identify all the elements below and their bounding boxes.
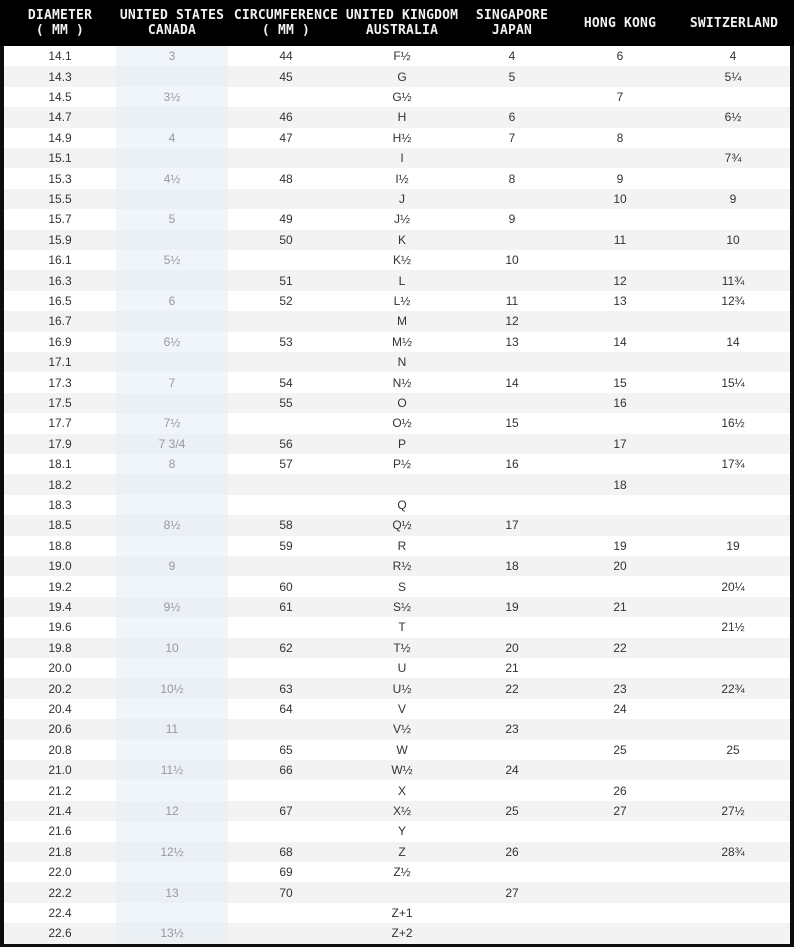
cell-singapore-japan: 7 [508,130,516,145]
cell-circumference: 49 [279,212,293,227]
cell-uk-australia: Y [397,824,406,839]
cell-circumference: 51 [279,273,293,288]
cell-uk-australia: J [399,191,405,206]
cell-uk-australia: Z+1 [391,905,413,920]
cell-switzerland [676,882,790,902]
cell-hong-kong [564,148,676,168]
cell-uk-australia: K [397,232,406,247]
cell-singapore-japan: 22 [505,681,519,696]
cell-circumference: 61 [279,599,293,614]
cell-diameter: 19.4 [48,599,72,614]
cell-circumference: 59 [279,538,293,553]
cell-singapore-japan: 4 [508,49,516,64]
cell-singapore-japan [460,862,564,882]
cell-switzerland [676,474,790,494]
cell-diameter: 20.6 [48,722,72,737]
cell-circumference: 56 [279,436,293,451]
cell-singapore-japan [460,536,564,556]
cell-switzerland [676,760,790,780]
cell-singapore-japan [460,87,564,107]
cell-singapore-japan: 21 [505,661,519,676]
cell-switzerland [676,495,790,515]
cell-singapore-japan: 11 [505,293,519,308]
cell-diameter: 19.8 [48,640,72,655]
cell-switzerland [676,209,790,229]
cell-hong-kong [564,209,676,229]
cell-diameter: 20.0 [48,661,72,676]
cell-diameter: 15.7 [48,212,72,227]
cell-uk-australia: R [397,538,407,553]
cell-singapore-japan: 27 [505,885,519,900]
cell-diameter: 22.6 [48,926,72,941]
cell-switzerland: 12¾ [721,293,745,308]
cell-uk-australia: W½ [391,763,413,778]
cell-hong-kong [564,842,676,862]
cell-uk-australia: U½ [392,681,412,696]
cell-singapore-japan [460,576,564,596]
cell-switzerland [676,87,790,107]
cell-hong-kong: 16 [613,395,627,410]
cell-singapore-japan [460,740,564,760]
table-header [0,0,794,46]
cell-uk-australia: X½ [392,803,411,818]
cell-switzerland [676,638,790,658]
cell-circumference: 48 [279,171,293,186]
cell-switzerland: 19 [726,538,740,553]
cell-diameter: 21.2 [48,783,72,798]
cell-switzerland: 22¾ [721,681,745,696]
cell-circumference [228,311,344,331]
cell-singapore-japan: 17 [505,518,519,533]
cell-diameter: 17.1 [48,355,72,370]
cell-singapore-japan: 10 [505,253,519,268]
cell-diameter: 15.3 [48,171,72,186]
cell-circumference: 50 [279,232,293,247]
cell-uk-australia: V½ [392,722,411,737]
cell-switzerland [676,128,790,148]
cell-diameter: 18.3 [48,497,72,512]
cell-uk-australia: V [397,701,406,716]
cell-singapore-japan: 6 [508,110,516,125]
cell-switzerland: 7¾ [724,151,742,166]
cell-hong-kong [564,658,676,678]
cell-hong-kong [564,107,676,127]
cell-uk-australia: S½ [392,599,411,614]
cell-singapore-japan [460,923,564,943]
cell-singapore-japan [460,352,564,372]
cell-diameter: 22.0 [48,865,72,880]
cell-hong-kong: 19 [613,538,627,553]
cell-uk-australia: N [397,355,407,370]
cell-uk-australia: R½ [392,559,412,574]
cell-singapore-japan [460,474,564,494]
cell-switzerland [676,250,790,270]
cell-diameter: 17.9 [48,436,72,451]
cell-singapore-japan: 5 [508,69,516,84]
cell-singapore-japan [460,148,564,168]
cell-hong-kong: 27 [613,803,627,818]
header-united-kingdom [344,0,460,46]
cell-diameter: 16.5 [48,293,72,308]
cell-diameter: 21.4 [48,803,72,818]
cell-switzerland [676,311,790,331]
cell-hong-kong: 9 [616,171,624,186]
cell-singapore-japan: 20 [505,640,519,655]
cell-hong-kong [564,719,676,739]
cell-singapore-japan: 9 [508,212,516,227]
cell-circumference: 55 [279,395,293,410]
cell-circumference [228,923,344,943]
cell-singapore-japan: 12 [505,314,519,329]
cell-diameter: 21.8 [48,844,72,859]
cell-singapore-japan: 25 [505,803,519,818]
cell-uk-australia: J½ [393,212,410,227]
cell-diameter: 14.9 [48,130,72,145]
cell-switzerland: 11¾ [721,273,745,288]
cell-switzerland [676,434,790,454]
cell-uk-australia: L [398,273,406,288]
header-diameter [0,0,120,46]
cell-circumference: 66 [279,763,293,778]
cell-hong-kong [564,413,676,433]
cell-circumference [228,719,344,739]
cell-switzerland: 20¼ [721,579,745,594]
cell-switzerland [676,903,790,923]
cell-circumference: 63 [279,681,293,696]
cell-diameter: 19.6 [48,620,72,635]
cell-hong-kong: 20 [613,559,627,574]
cell-singapore-japan: 14 [505,375,519,390]
cell-hong-kong: 10 [613,191,627,206]
cell-switzerland: 4 [729,49,737,64]
cell-circumference [228,413,344,433]
cell-hong-kong [564,862,676,882]
cell-switzerland [676,821,790,841]
cell-hong-kong: 24 [613,701,627,716]
cell-uk-australia: P [397,436,406,451]
cell-switzerland: 10 [726,232,740,247]
cell-hong-kong [564,66,676,86]
cell-switzerland [676,658,790,678]
cell-singapore-japan: 8 [508,171,516,186]
cell-switzerland [676,699,790,719]
cell-diameter: 18.5 [48,518,72,533]
cell-switzerland [676,556,790,576]
cell-singapore-japan [460,821,564,841]
cell-switzerland: 28¾ [721,844,745,859]
cell-switzerland: 27½ [721,803,745,818]
cell-circumference: 47 [279,130,293,145]
cell-uk-australia: I½ [395,171,409,186]
cell-diameter: 15.9 [48,232,72,247]
header-line2: ( MM ) [35,23,85,38]
cell-circumference: 46 [279,110,293,125]
cell-singapore-japan [460,780,564,800]
cell-hong-kong: 11 [613,232,627,247]
cell-hong-kong: 7 [616,89,624,104]
cell-hong-kong: 6 [616,49,624,64]
cell-circumference [228,556,344,576]
cell-circumference: 65 [279,742,293,757]
cell-hong-kong [564,903,676,923]
cell-hong-kong: 21 [613,599,627,614]
cell-circumference [228,903,344,923]
cell-uk-australia [344,882,460,902]
cell-hong-kong [564,311,676,331]
cell-singapore-japan: 15 [505,416,519,431]
cell-diameter: 16.9 [48,334,72,349]
cell-switzerland [676,719,790,739]
cell-diameter: 17.3 [48,375,72,390]
cell-circumference [228,87,344,107]
cell-hong-kong [564,495,676,515]
cell-switzerland [676,923,790,943]
cell-diameter: 14.3 [48,69,72,84]
cell-singapore-japan: 18 [505,559,519,574]
cell-uk-australia: U [397,661,407,676]
cell-diameter: 18.2 [48,477,72,492]
cell-circumference: 52 [279,293,293,308]
cell-circumference: 68 [279,844,293,859]
cell-diameter: 16.3 [48,273,72,288]
cell-hong-kong: 17 [613,436,627,451]
cell-uk-australia: Q½ [392,518,412,533]
header-line2: JAPAN [491,23,533,38]
cell-diameter: 14.5 [48,89,72,104]
cell-switzerland: 9 [729,191,737,206]
cell-switzerland [676,393,790,413]
cell-uk-australia [344,474,460,494]
cell-circumference [228,474,344,494]
cell-diameter: 17.5 [48,395,72,410]
cell-uk-australia: T½ [393,640,411,655]
cell-diameter: 18.8 [48,538,72,553]
cell-hong-kong: 25 [613,742,627,757]
cell-hong-kong [564,454,676,474]
cell-hong-kong: 18 [613,477,627,492]
header-line1: SWITZERLAND [689,15,779,31]
cell-uk-australia: Z+2 [391,926,413,941]
cell-singapore-japan [460,699,564,719]
cell-uk-australia: H½ [392,130,412,145]
cell-switzerland: 25 [726,742,740,757]
cell-circumference: 67 [279,803,293,818]
cell-uk-australia: P½ [392,457,411,472]
cell-hong-kong [564,576,676,596]
header-line1: HONG KONG [583,15,657,31]
cell-diameter: 16.7 [48,314,72,329]
cell-switzerland [676,780,790,800]
cell-circumference [228,658,344,678]
cell-switzerland: 5¼ [724,69,742,84]
cell-uk-australia: O½ [392,416,412,431]
cell-circumference [228,189,344,209]
cell-hong-kong [564,923,676,943]
cell-hong-kong [564,882,676,902]
cell-hong-kong: 14 [613,334,627,349]
header-line2: CANADA [147,23,197,38]
cell-uk-australia: Z [398,844,406,859]
cell-uk-australia: G½ [392,89,412,104]
cell-singapore-japan [460,230,564,250]
cell-singapore-japan: 23 [505,722,519,737]
cell-singapore-japan: 13 [505,334,519,349]
cell-circumference: 45 [279,69,293,84]
cell-singapore-japan: 26 [505,844,519,859]
cell-uk-australia: Z½ [393,865,411,880]
cell-diameter: 15.1 [48,151,72,166]
cell-diameter: 21.0 [48,763,72,778]
cell-singapore-japan [460,903,564,923]
cell-diameter: 22.4 [48,905,72,920]
cell-switzerland [676,862,790,882]
cell-circumference [228,250,344,270]
cell-hong-kong: 15 [613,375,627,390]
cell-uk-australia: K½ [392,253,411,268]
cell-singapore-japan [460,270,564,290]
cell-uk-australia: Q [397,497,407,512]
header-line2: ( MM ) [261,23,311,38]
cell-switzerland [676,597,790,617]
cell-diameter: 17.7 [48,416,72,431]
header-line1: UNITED KINGDOM [345,8,459,23]
cell-hong-kong [564,617,676,637]
cell-circumference: 58 [279,518,293,533]
cell-hong-kong: 26 [613,783,627,798]
cell-hong-kong: 8 [616,130,624,145]
cell-uk-australia: I [400,151,404,166]
cell-hong-kong [564,821,676,841]
cell-uk-australia: M½ [391,334,412,349]
cell-circumference: 69 [279,865,293,880]
cell-uk-australia: H [397,110,407,125]
cell-hong-kong [564,352,676,372]
cell-uk-australia: F½ [393,49,411,64]
cell-uk-australia: S [397,579,406,594]
cell-diameter: 22.2 [48,885,72,900]
cell-singapore-japan [460,189,564,209]
header-switzerland [676,0,792,46]
cell-uk-australia: X [397,783,406,798]
cell-switzerland: 15¼ [721,375,745,390]
cell-circumference [228,780,344,800]
cell-circumference: 44 [279,49,293,64]
cell-singapore-japan: 24 [505,763,519,778]
cell-circumference: 62 [279,640,293,655]
cell-diameter: 18.1 [48,457,72,472]
cell-circumference: 60 [279,579,293,594]
cell-singapore-japan [460,495,564,515]
cell-diameter: 20.2 [48,681,72,696]
header-line1: UNITED STATES [119,8,225,23]
header-line1: CIRCUMFERENCE [233,8,339,23]
cell-diameter: 19.0 [48,559,72,574]
header-line1: SINGAPORE [475,8,549,23]
cell-circumference: 70 [279,885,293,900]
cell-uk-australia: W [396,742,408,757]
cell-diameter: 14.1 [48,49,72,64]
cell-singapore-japan: 19 [505,599,519,614]
cell-circumference: 64 [279,701,293,716]
cell-switzerland [676,515,790,535]
header-united-states [116,0,228,46]
header-hong-kong [564,0,676,46]
cell-hong-kong: 23 [613,681,627,696]
cell-switzerland: 17¾ [721,457,745,472]
header-circumference [228,0,344,46]
cell-singapore-japan [460,617,564,637]
cell-diameter: 15.5 [48,191,72,206]
cell-circumference [228,617,344,637]
cell-singapore-japan: 16 [505,457,519,472]
cell-diameter: 16.1 [48,253,72,268]
cell-hong-kong [564,250,676,270]
cell-uk-australia: M [397,314,407,329]
cell-hong-kong: 13 [613,293,627,308]
us-column-highlight [116,46,228,943]
cell-uk-australia: G [397,69,407,84]
header-line2: AUSTRALIA [365,23,439,38]
cell-switzerland: 16½ [721,416,745,431]
cell-switzerland [676,168,790,188]
cell-circumference [228,148,344,168]
cell-uk-australia: N½ [392,375,412,390]
cell-diameter: 19.2 [48,579,72,594]
header-singapore [460,0,564,46]
cell-hong-kong: 12 [613,273,627,288]
cell-singapore-japan [460,393,564,413]
cell-circumference: 54 [279,375,293,390]
cell-hong-kong [564,515,676,535]
cell-circumference [228,821,344,841]
cell-circumference [228,495,344,515]
header-line1: DIAMETER [27,8,93,23]
cell-switzerland: 21½ [721,620,745,635]
cell-hong-kong: 22 [613,640,627,655]
cell-switzerland: 6½ [724,110,742,125]
cell-hong-kong [564,760,676,780]
cell-circumference: 53 [279,334,293,349]
cell-diameter: 14.7 [48,110,72,125]
cell-uk-australia: O [397,395,407,410]
cell-uk-australia: T [398,620,406,635]
cell-uk-australia: L½ [393,293,411,308]
cell-diameter: 21.6 [48,824,72,839]
table-body [4,46,790,943]
cell-switzerland [676,352,790,372]
cell-circumference [228,352,344,372]
cell-singapore-japan [460,434,564,454]
cell-circumference: 57 [279,457,293,472]
cell-diameter: 20.8 [48,742,72,757]
cell-switzerland: 14 [726,334,740,349]
cell-diameter: 20.4 [48,701,72,716]
